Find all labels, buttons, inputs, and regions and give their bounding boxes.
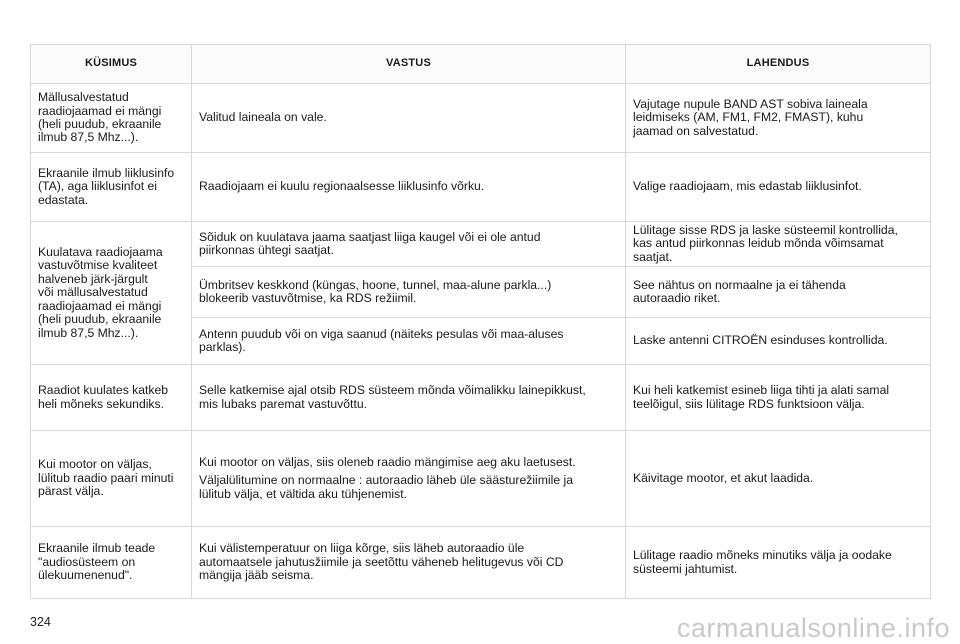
solution-cell: Laske antenni CITROËN esinduses kontrollida. <box>626 318 931 365</box>
answer-cell: Kui mootor on väljas, siis oleneb raadio mängimise aeg aku laetusest. Väljalülitumine on normaalne : autoraadio läheb üle säästurežiimile ja lülitub välja, et vältida aku tühjenemist. <box>192 431 626 527</box>
solution-cell: Kui heli katkemist esineb liiga tihti ja alati samal teelõigul, siis lülitage RDS funktsioon välja. <box>626 365 931 431</box>
question-cell: Raadiot kuulates katkeb heli mõneks sekundiks. <box>31 365 192 431</box>
solution-cell: Lülitage sisse RDS ja laske süsteemil kontrollida, kas antud piirkonnas leidub mõnda võimsamat saatjat. <box>626 222 931 267</box>
answer-cell: Sõiduk on kuulatava jaama saatjast liiga kaugel või ei ole antud piirkonnas ühtegi saatjat. <box>192 222 626 267</box>
solution-cell: Käivitage mootor, et akut laadida. <box>626 431 931 527</box>
table-row <box>31 431 931 527</box>
question-cell: Ekraanile ilmub teade "audiosüsteem on ülekuumenenud". <box>31 527 192 599</box>
table-row <box>31 153 931 222</box>
table-row <box>31 527 931 599</box>
page-number: 324 <box>30 615 51 629</box>
solution-cell: Valige raadiojaam, mis edastab liiklusinfot. <box>626 153 931 222</box>
header-answer: VASTUS <box>192 45 626 84</box>
answer-cell: Kui välistemperatuur on liiga kõrge, siis läheb autoraadio üle automaatsele jahutusžiimile ja seetõttu väheneb helitugevus või CD mängija jääb seisma. <box>192 527 626 599</box>
solution-cell: Lülitage raadio mõneks minutiks välja ja oodake süsteemi jahtumist. <box>626 527 931 599</box>
troubleshooting-table <box>30 44 931 599</box>
header-solution: LAHENDUS <box>626 45 931 84</box>
answer-cell: Antenn puudub või on viga saanud (näiteks pesulas või maa-aluses parklas). <box>192 318 626 365</box>
header-question: KÜSIMUS <box>31 45 192 84</box>
table-row <box>31 222 931 267</box>
solution-cell: Vajutage nupule BAND AST sobiva laineala leidmiseks (AM, FM1, FM2, FMAST), kuhu jaamad on salvestatud. <box>626 84 931 153</box>
solution-cell: See nähtus on normaalne ja ei tähenda autoraadio riket. <box>626 267 931 318</box>
watermark: carmanualsonline.info <box>676 613 950 643</box>
question-cell: Mällusalvestatud raadiojaamad ei mängi (heli puudub, ekraanile ilmub 87,5 Mhz...). <box>31 84 192 153</box>
answer-cell: Ümbritsev keskkond (küngas, hoone, tunnel, maa-alune parkla...) blokeerib vastuvõtmise, ka RDS režiimil. <box>192 267 626 318</box>
answer-cell: Raadiojaam ei kuulu regionaalsesse liiklusinfo võrku. <box>192 153 626 222</box>
table-row <box>31 365 931 431</box>
table-header-row <box>31 45 931 84</box>
answer-cell: Valitud laineala on vale. <box>192 84 626 153</box>
table-row <box>31 84 931 153</box>
question-cell: Ekraanile ilmub liiklusinfo (TA), aga liiklusinfot ei edastata. <box>31 153 192 222</box>
question-cell: Kuulatava raadiojaama vastuvõtmise kvaliteet halveneb järk-järgult või mällusalvestatud raadiojaamad ei mängi (heli puudub, ekraanile ilmub 87,5 Mhz...). <box>31 222 192 365</box>
answer-cell: Selle katkemise ajal otsib RDS süsteem mõnda võimalikku lainepikkust, mis lubaks paremat vastuvõttu. <box>192 365 626 431</box>
question-cell: Kui mootor on väljas, lülitub raadio paari minuti pärast välja. <box>31 431 192 527</box>
